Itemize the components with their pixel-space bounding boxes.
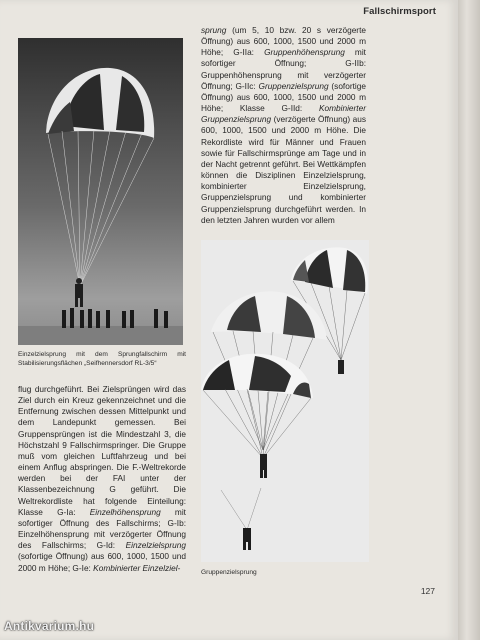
photo-single-parachutist	[18, 38, 183, 345]
text-run: (sofortige Öffnung) aus 600, 1000, 1500 und 2000 m Höhe; G-Ie:	[18, 551, 186, 573]
parachute-photo-graphic	[18, 38, 183, 345]
right-column-text	[201, 25, 366, 226]
left-column-paragraph	[18, 384, 186, 574]
text-italic: Kombinierter Gruppenzielsprung	[201, 103, 366, 125]
group-parachutes-graphic	[201, 240, 369, 562]
watermark: Antikvarium.hu	[4, 619, 95, 633]
text-run: flug durchgeführt. Bei Zielsprüngen wird das Ziel durch ein Kreuz gekennzeichnet und die Entfernung zwischen dessen Mittelpunkt und dem Landepunkt gemessen. Bei Gruppensprüngen ist die Mindestzahl 3, die Höchstzahl 9 Fallschirmspringer. Die Gruppe muß vom gleichen Luftfahrzeug und bei einem Anflug abspringen. Die F.-Weltrekorde werden bei der FAI unter der Klassenbezeichnung G geführt. Die Weltrekordliste hat folgende Einteilung: Klasse G-Ia:	[18, 384, 186, 517]
text-italic: Einzelhöhensprung	[89, 506, 161, 517]
text-run: mit sofortiger Öffnung; G-IIb: Gruppenhöhensprung mit verzögerter Öffnung; G-IIc:	[201, 47, 366, 91]
photo-group-jump	[201, 240, 369, 562]
left-column-text	[18, 384, 186, 574]
text-italic: Kombinierter Einzelziel-	[93, 562, 181, 573]
text-italic: Gruppenhöhensprung	[264, 47, 345, 58]
text-run: mit sofortiger Öffnung des Fallschirms; G-Ib: Einzelhöhensprung mit verzögerter Öffnung des Fallschirms; G-Id:	[18, 506, 186, 551]
book-edge	[458, 0, 480, 640]
page-number: 127	[420, 586, 435, 596]
photo-right-caption: Gruppenzielsprung	[201, 569, 257, 576]
text-italic: Einzelzielsprung	[125, 540, 186, 551]
text-run: (verzögerte Öffnung) aus 600, 1000, 1500 und 2000 m Höhe. Die Rekordliste wird für Männer und Frauen sowie für Fallschirmsprünge am Tage und in der Nacht getrennt geführt. Bei Wettkämpfen können die Disziplinen Einzelzielsprung, kombinierter Einzelzielsprung, Gruppenzielsprung und kombinierter Gruppenzielsprung durchgeführt werden. In den letzten Jahren wurden vor allem	[201, 114, 366, 225]
text-italic: sprung	[201, 25, 227, 35]
text-italic: Gruppenzielsprung	[258, 80, 329, 91]
right-column-paragraph	[201, 25, 366, 226]
running-head: Fallschirmsport	[363, 6, 436, 17]
text-run: (sofortige Öffnung) aus 600, 1000, 1500 und 2000 m Höhe; Klasse G-IId:	[201, 80, 366, 114]
text-run: (um 5, 10 bzw. 20 s verzögerte Öffnung) aus 600, 1000, 1500 und 2000 m Höhe; G-IIa:	[201, 25, 366, 58]
photo-top-caption: Einzelzielsprung mit dem Sprungfallschirm mit Stabilisierungsflächen „Seifhennersdorf RL-3/5“	[18, 351, 186, 368]
